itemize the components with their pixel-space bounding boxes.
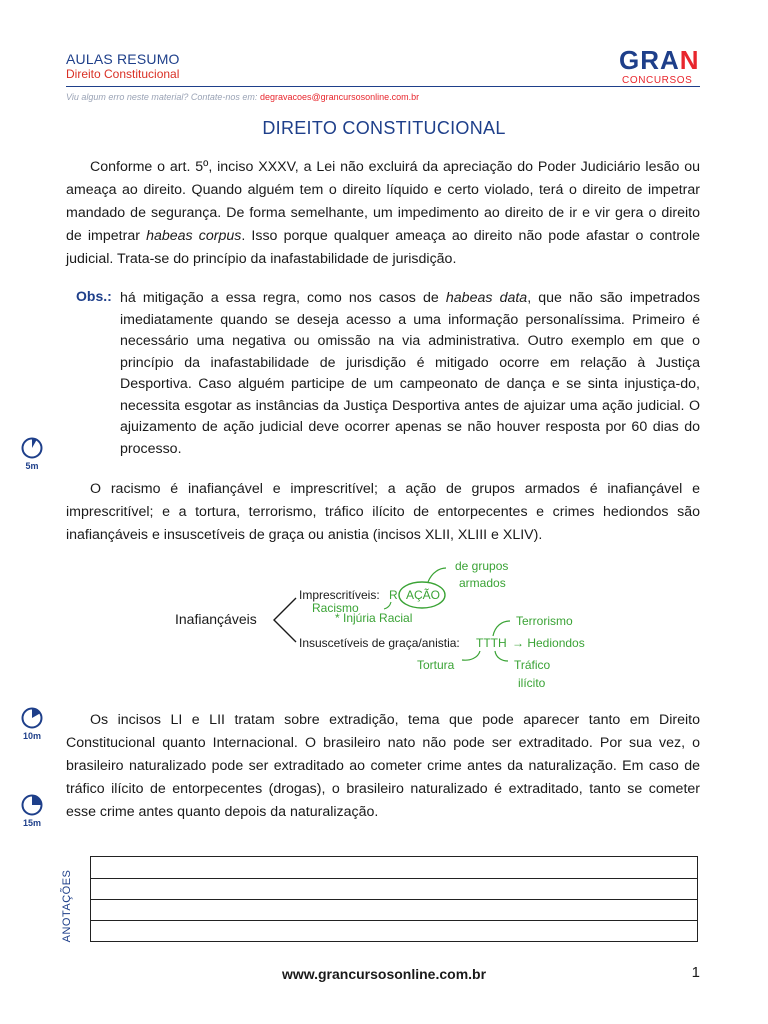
paragraph1-italic: habeas corpus: [146, 228, 242, 244]
acao-arrow: [428, 568, 446, 582]
footer-url-link[interactable]: www.grancursosonline.com.br: [281, 966, 487, 982]
diagram-root: Inafiançáveis: [175, 611, 257, 627]
obs-italic: habeas data: [445, 290, 528, 306]
header-title: AULAS RESUMO: [66, 51, 180, 67]
gran-logo: [619, 47, 700, 73]
header-subtitle: Direito Constitucional: [66, 67, 180, 81]
obs-start: há mitigação a essa regra, como nos casos de: [120, 290, 446, 306]
annotation-line: [91, 899, 697, 900]
note-tortura: Tortura: [417, 658, 455, 672]
branch2-hediondos: → Hediondos: [512, 636, 585, 650]
contact-line: [66, 92, 419, 102]
logo-subtitle: CONCURSOS: [622, 75, 693, 86]
note-trafico-1: Tráfico: [514, 658, 551, 672]
paragraph-extradicao: [66, 709, 700, 824]
inafiancaveis-diagram: [0, 550, 768, 700]
trafico-arrow: [495, 651, 508, 661]
timer-label: 15m: [22, 818, 41, 828]
terrorismo-arrow: [493, 621, 510, 636]
contact-email-link[interactable]: degravacoes@grancursosonline.com.br: [259, 92, 420, 102]
timer-clock-icon: [21, 707, 43, 729]
timer-15m: [19, 794, 45, 828]
paragraph3-text: Os incisos LI e LII tratam sobre extradição, tema que pode aparecer tanto em Direito Constitucional quanto Internacional. O brasileiro nato não pode ser extraditado. Por sua vez, o brasileiro naturalizado pode ser extraditado ao cometer crime antes da naturalização. Em caso de tráfico ilícito de entorpecentes (drogas), o brasileiro naturalizado é extraditado, tanto se cometer esse crime antes quanto depois da naturalização.: [66, 712, 700, 820]
timer-label: 5m: [25, 461, 39, 471]
annotations-label-text: ANOTAÇÕES: [61, 869, 73, 943]
paragraph2-text: O racismo é inafiançável e imprescritível; a ação de grupos armados é inafiançável e imprescritível; e a tortura, terrorismo, tráfico ilícito de entorpecentes e crimes hediondos são inafiançáveis e insuscetíveis de graça ou anistia (incisos XLII, XLIII e XLIV).: [66, 481, 700, 543]
branch1-acao: AÇÃO: [406, 588, 441, 602]
note-grupos-2: armados: [459, 576, 506, 590]
obs-label: Obs.:: [76, 288, 112, 304]
obs-end: , que não são impetrados imediatamente quando se deseja acesso a uma informação personalíssima. Primeiro é necessário uma negativa ou omissão na via administrativa. Outro exemplo em que o princípio da inafastabilidade de jurisdição é mitigado ocorre em relação à Justiça Desportiva. Caso alguém participe de um campeonato de dança e se sinta injustiça-do, necessita esgotar as instâncias da Justiça Desportiva antes de ajuizar uma ação judicial. O ajuizamento de ação judicial deve ocorrer apenas se não houver resposta por 60 dias do processo.: [120, 290, 701, 457]
r-arrow: [384, 602, 391, 609]
paragraph1-text: Conforme o art. 5º, inciso XXXV, a Lei não excluirá da apreciação do Poder Judiciário lesão ou ameaça ao direito. Quando alguém tem o direito líquido e certo violado, terá o direito de impetrar mandado de segurança. De forma semelhante, um impedimento ao direito de ir e vir gera o direito de impetrar: [66, 159, 700, 244]
logo-text-gra: GRA: [619, 45, 680, 75]
page-number: 1: [691, 964, 700, 981]
timer-fill: [32, 796, 42, 806]
timer-label: 10m: [22, 731, 41, 741]
obs-text: [120, 288, 700, 460]
diagram-bracket: [274, 598, 296, 642]
annotation-line: [91, 878, 697, 879]
note-injuria: * Injúria Racial: [335, 611, 413, 625]
tortura-arrow: [462, 651, 480, 660]
paragraph1-end: . Isso porque qualquer ameaça ao direito não pode afastar o controle judicial. Trata-se do princípio da inafastabilidade de jurisdição.: [66, 228, 700, 267]
page-title: DIREITO CONSTITUCIONAL: [262, 118, 506, 138]
timer-10m: [19, 707, 45, 741]
logo-text-n: N: [679, 45, 700, 75]
branch1-label: Imprescritíveis:: [299, 588, 380, 602]
annotation-line: [91, 920, 697, 921]
paragraph-racismo: [66, 478, 700, 547]
contact-text: Viu algum erro neste material? Contate-nos em:: [66, 92, 260, 102]
note-grupos-1: de grupos: [455, 559, 509, 573]
branch2-label: Insuscetíveis de graça/anistia:: [299, 636, 460, 650]
note-terrorismo: Terrorismo: [516, 614, 573, 628]
branch2-ttth: TTTH: [476, 636, 507, 650]
annotations-box[interactable]: [90, 856, 698, 942]
timer-clock-icon: [21, 794, 43, 816]
paragraph-inafastabilidade: [66, 156, 700, 271]
timer-clock-icon: [21, 437, 43, 459]
note-racismo: Racismo: [312, 601, 359, 615]
branch1-r: R: [389, 588, 398, 602]
header-divider: [66, 86, 700, 87]
annotations-label: [52, 869, 82, 943]
timer-5m: [19, 437, 45, 471]
note-trafico-2: ilícito: [518, 676, 546, 690]
